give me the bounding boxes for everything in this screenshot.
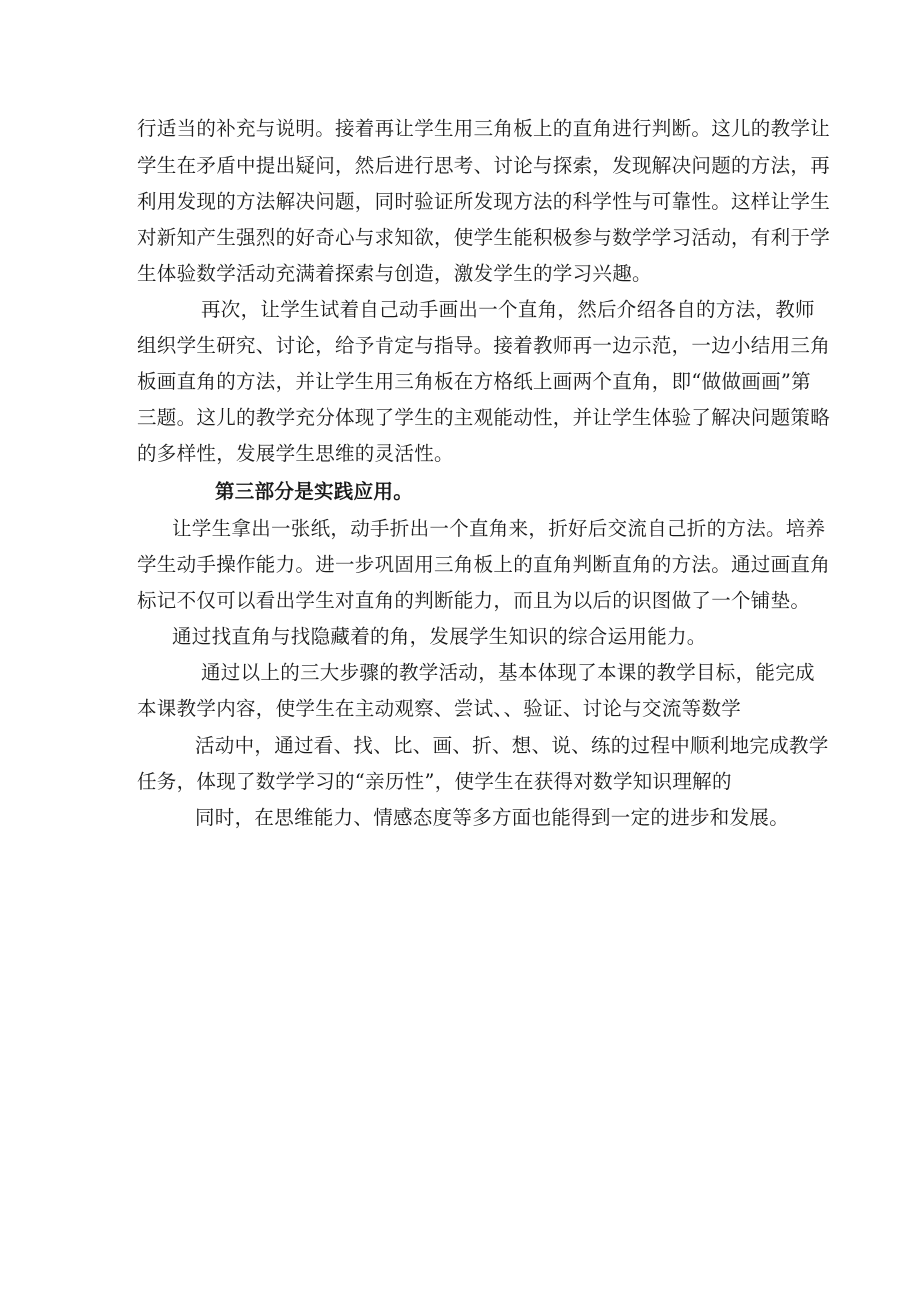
text-line: 三题。这儿的教学充分体现了学生的主观能动性，并让学生体验了解决问题策略 (137, 406, 831, 429)
section-heading: 第三部分是实践应用。 (215, 480, 414, 503)
text-line: 行适当的补充与说明。接着再让学生用三角板上的直角进行判断。这儿的教学让 (137, 117, 831, 140)
text-line: 活动中，通过看、找、比、画、折、想、说、练的过程中顺利地完成教学 (195, 734, 829, 757)
text-line: 组织学生研究、讨论，给予肯定与指导。接着教师再一边示范，一边小结用三角 (137, 334, 831, 357)
text-line: 板画直角的方法，并让学生用三角板在方格纸上画两个直角，即“做做画画”第 (137, 370, 811, 393)
text-line: 同时，在思维能力、情感态度等多方面也能得到一定的进步和发展。 (195, 806, 790, 829)
text-line: 对新知产生强烈的好奇心与求知欲，使学生能积极参与数学学习活动，有利于学 (137, 226, 831, 249)
text-line: 学生在矛盾中提出疑问，然后进行思考、讨论与探索，发现解决问题的方法，再 (137, 154, 831, 177)
text-line: 生体验数学活动充满着探索与创造，激发学生的学习兴趣。 (137, 262, 652, 285)
text-line: 通过以上的三大步骤的教学活动，基本体现了本课的教学目标，能完成 (201, 661, 815, 684)
text-line: 标记不仅可以看出学生对直角的判断能力，而且为以后的识图做了一个铺垫。 (137, 589, 811, 612)
text-line: 利用发现的方法解决问题，同时验证所发现方法的科学性与可靠性。这样让学生 (137, 190, 831, 213)
text-line: 通过找直角与找隐藏着的角，发展学生知识的综合运用能力。 (172, 625, 707, 648)
text-line: 让学生拿出一张纸，动手折出一个直角来，折好后交流自己折的方法。培养 (172, 517, 826, 540)
text-line: 学生动手操作能力。进一步巩固用三角板上的直角判断直角的方法。通过画直角 (137, 553, 831, 576)
text-line: 任务，体现了数学学习的“亲历性”，使学生在获得对数学知识理解的 (137, 770, 732, 793)
text-line: 的多样性，发展学生思维的灵活性。 (137, 442, 454, 465)
text-line: 本课教学内容，使学生在主动观察、尝试、、验证、讨论与交流等数学 (137, 697, 742, 720)
text-line: 再次，让学生试着自己动手画出一个直角，然后介绍各自的方法，教师 (201, 298, 815, 321)
